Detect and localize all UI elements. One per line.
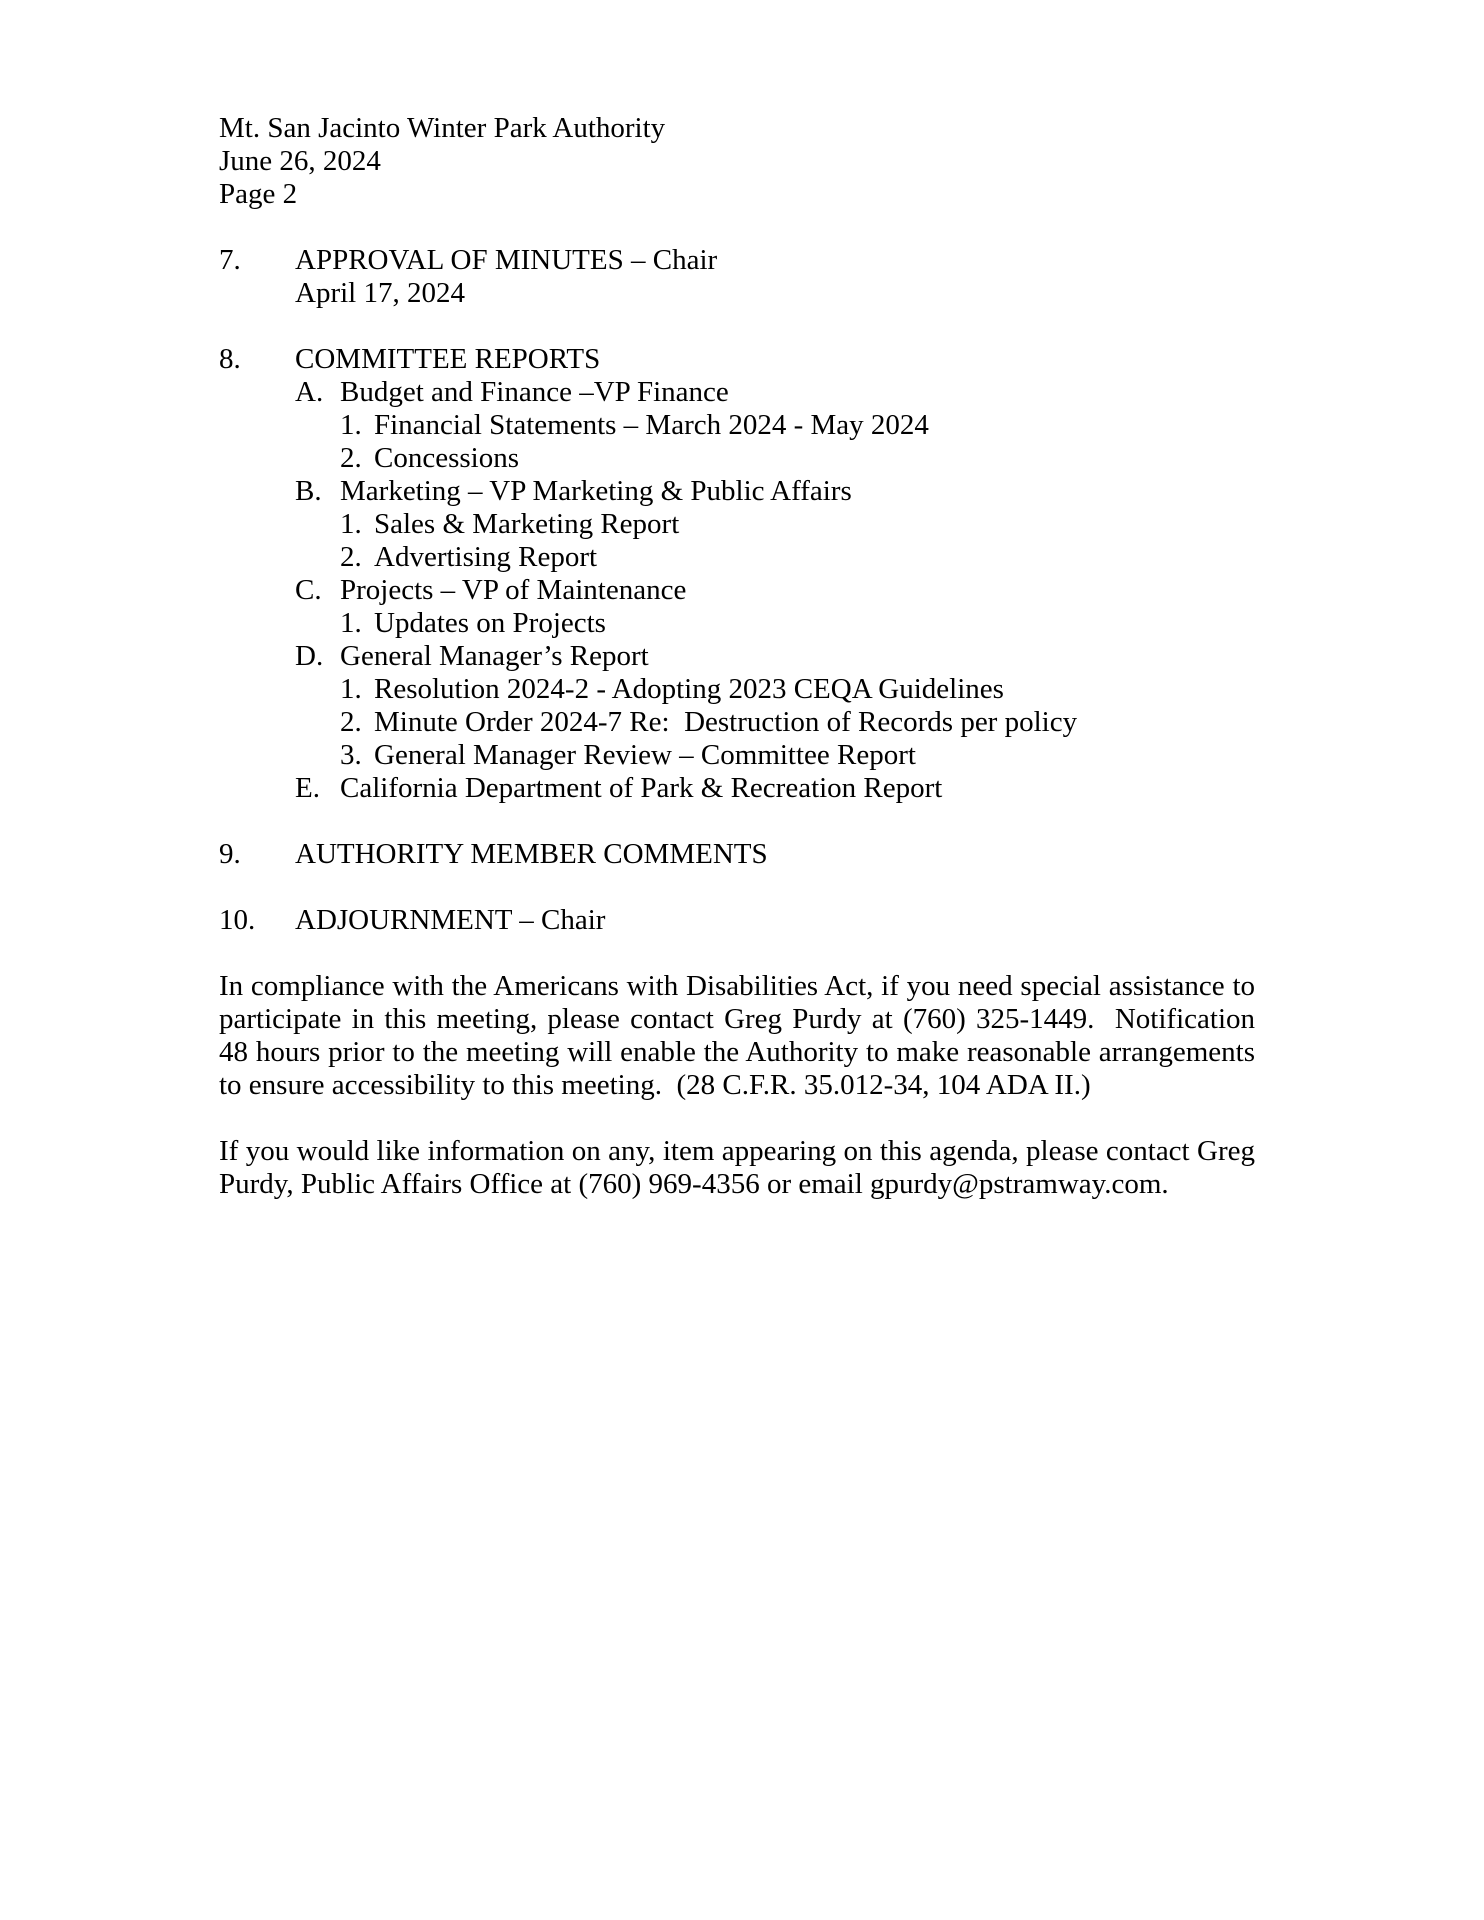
item-title: AUTHORITY MEMBER COMMENTS <box>295 838 768 870</box>
header-org: Mt. San Jacinto Winter Park Authority <box>219 112 666 144</box>
sub-item-number: 1. <box>340 508 362 540</box>
letter-title: Projects – VP of Maintenance <box>340 574 687 606</box>
sub-item-text: Financial Statements – March 2024 - May 2024 <box>374 409 929 441</box>
letter-body <box>340 772 1255 805</box>
sub-item <box>340 607 1255 640</box>
sub-item <box>340 409 1255 442</box>
item-title: COMMITTEE REPORTS <box>295 343 601 375</box>
letter-item-d <box>295 640 1255 772</box>
letter-title: General Manager’s Report <box>340 640 649 672</box>
agenda-item-7 <box>219 244 1255 310</box>
item-body <box>295 838 1255 871</box>
sub-item-text: Updates on Projects <box>374 607 606 639</box>
letter-body <box>340 376 1255 475</box>
letter-label: B. <box>295 475 322 507</box>
letter-body <box>340 574 1255 640</box>
sub-item-text: Resolution 2024-2 - Adopting 2023 CEQA Guidelines <box>374 673 1004 705</box>
item-title: APPROVAL OF MINUTES – Chair <box>295 244 718 276</box>
sub-item-text: General Manager Review – Committee Report <box>374 739 916 771</box>
sub-item-text: Concessions <box>374 442 519 474</box>
item-body <box>295 244 1255 310</box>
letter-item-a <box>295 376 1255 475</box>
letter-label: A. <box>295 376 324 408</box>
sub-item-number: 2. <box>340 706 362 738</box>
sub-item-number: 3. <box>340 739 362 771</box>
agenda-item-10 <box>219 904 1255 937</box>
agenda-info-notice: If you would like information on any, item appearing on this agenda, please contact Greg Purdy, Public Affairs Office at (760) 969-4356 or email gpurdy@pstramway.com. <box>219 1135 1263 1200</box>
sub-item-text: Minute Order 2024-7 Re: Destruction of Records per policy <box>374 706 1078 738</box>
sub-item <box>340 673 1255 706</box>
item-body <box>295 904 1255 937</box>
item-number: 8. <box>219 343 241 375</box>
sub-item-number: 2. <box>340 541 362 573</box>
sub-item <box>340 508 1255 541</box>
agenda-item-8 <box>219 343 1255 805</box>
sub-item <box>340 541 1255 574</box>
page-content <box>219 112 1263 1201</box>
sub-item-number: 1. <box>340 409 362 441</box>
sub-item-text: Sales & Marketing Report <box>374 508 680 540</box>
letter-body <box>340 640 1255 772</box>
item-number: 7. <box>219 244 241 276</box>
sub-item-number: 2. <box>340 442 362 474</box>
letter-item-c <box>295 574 1255 640</box>
item-title: ADJOURNMENT – Chair <box>295 904 606 936</box>
letter-title: Marketing – VP Marketing & Public Affairs <box>340 475 852 507</box>
item-subtitle: April 17, 2024 <box>295 277 465 309</box>
letter-title: Budget and Finance –VP Finance <box>340 376 729 408</box>
letter-label: D. <box>295 640 324 672</box>
sub-item-number: 1. <box>340 607 362 639</box>
header-date: June 26, 2024 <box>219 145 381 177</box>
letter-title: California Department of Park & Recreation Report <box>340 772 943 804</box>
item-body <box>295 343 1255 805</box>
item-number: 9. <box>219 838 241 870</box>
item-number: 10. <box>219 904 256 936</box>
sub-item-text: Advertising Report <box>374 541 598 573</box>
ada-compliance-notice: In compliance with the Americans with Disabilities Act, if you need special assistance to participate in this meeting, please contact Greg Purdy at (760) 325-1449. Notification 48 hours prior to the meeting will enable the Authority to make reasonable arrangements to ensure accessibility to this meeting. (28 C.F.R. 35.012-34, 104 ADA II.) <box>219 970 1263 1101</box>
sub-item <box>340 739 1255 772</box>
letter-label: C. <box>295 574 322 606</box>
agenda-item-9 <box>219 838 1255 871</box>
letter-item-b <box>295 475 1255 574</box>
letter-item-e <box>295 772 1255 805</box>
page-header <box>219 112 1255 211</box>
sub-item <box>340 442 1255 475</box>
sub-item-number: 1. <box>340 673 362 705</box>
sub-item <box>340 706 1255 739</box>
letter-body <box>340 475 1255 574</box>
letter-label: E. <box>295 772 320 804</box>
header-page-number: Page 2 <box>219 178 298 210</box>
